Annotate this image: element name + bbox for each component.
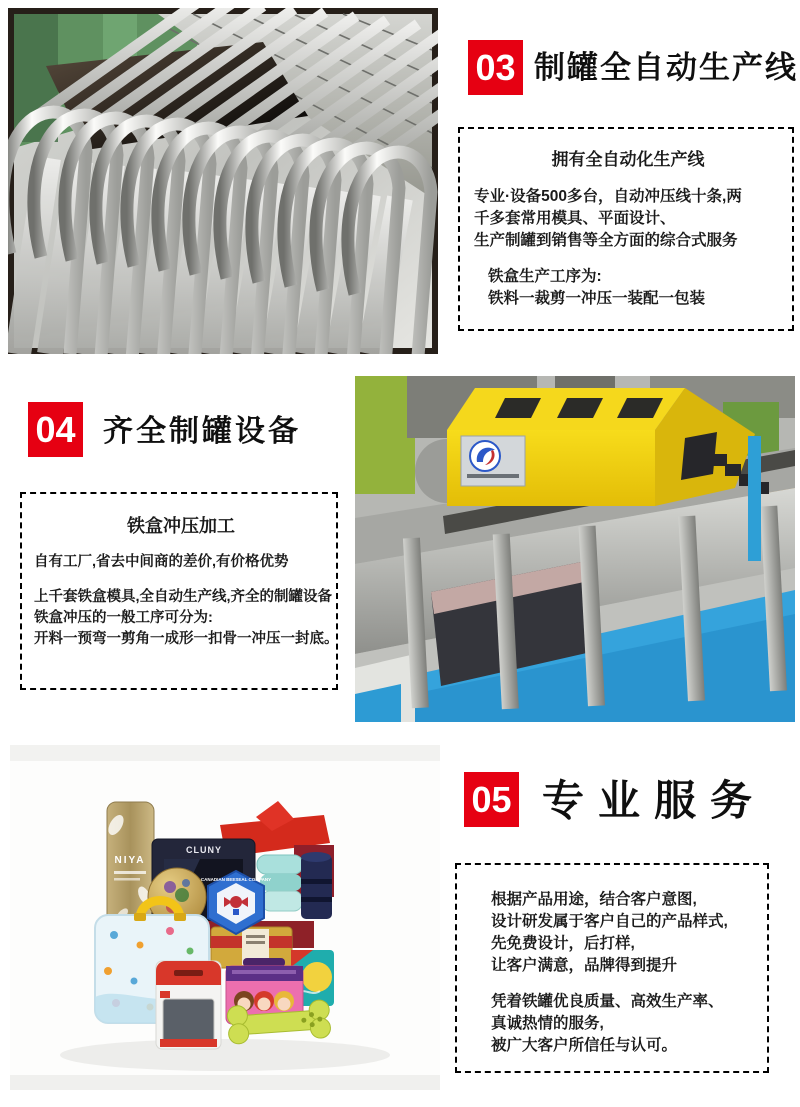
info-box-service — [455, 863, 769, 1073]
text-line: 铁料一裁剪一冲压一装配一包装 — [488, 290, 706, 307]
text-line: 上千套铁盒模具,全自动生产线,齐全的制罐设备 — [34, 589, 333, 605]
text-line: 真诚热情的服务, — [491, 1015, 604, 1032]
text-line: 让客户满意，品牌得到提升 — [491, 957, 678, 974]
top-slots — [495, 398, 663, 418]
text-line: 铁盒冲压的一般工序可分为: — [34, 610, 213, 626]
cluny-label: CLUNY — [186, 845, 222, 855]
text-line: 铁盒生产工序为: — [488, 268, 602, 285]
photo-press-machine — [355, 376, 795, 722]
section-number-badge-05: 05 — [464, 772, 519, 827]
logo-plate — [461, 436, 525, 486]
round-tins — [257, 852, 332, 919]
text-line: 专业·设备500多台，自动冲压线十条,两 — [474, 188, 742, 205]
section-title-03: 制罐全自动生产线 — [534, 50, 798, 85]
text-line: 千多套常用模具、平面设计、 — [474, 210, 676, 227]
section-title-04: 齐全制罐设备 — [103, 415, 301, 448]
info-box-production-line — [458, 127, 794, 331]
text-line: 自有工厂,省去中间商的差价,有价格优势 — [34, 554, 289, 570]
text-line: 根据产品用途，结合客户意图, — [491, 891, 697, 908]
text-line: 生产制罐到销售等全方面的综合式服务 — [474, 232, 738, 249]
photo-steel-slitting-line — [8, 8, 438, 354]
photo-tin-products — [10, 745, 440, 1090]
shadow — [60, 1039, 390, 1071]
text-line: 先免费设计，后打样, — [491, 935, 635, 952]
section-number-badge-04: 04 — [28, 402, 83, 457]
text-line: 凭着铁罐优良质量、高效生产率、 — [491, 993, 724, 1010]
niya-label: NIYA — [114, 855, 146, 866]
blue-post — [748, 436, 761, 561]
section-title-05: 专业服务 — [542, 777, 767, 824]
money-box-tin — [156, 961, 221, 1049]
text-line: 开料一预弯一剪角一成形一扣骨一冲压一封底。 — [34, 631, 339, 647]
info-box-press-equipment — [20, 492, 338, 690]
section-number-badge-03: 03 — [468, 40, 523, 95]
hexagon-label: CANADIAN BEESEAL COMPANY — [200, 877, 272, 882]
box-heading: 拥有全自动化生产线 — [551, 150, 705, 169]
box-heading: 铁盒冲压加工 — [127, 516, 235, 536]
text-line: 设计研发属于客户自己的产品样式, — [491, 913, 728, 930]
text-line: 被广大客户所信任与认可。 — [491, 1037, 678, 1054]
